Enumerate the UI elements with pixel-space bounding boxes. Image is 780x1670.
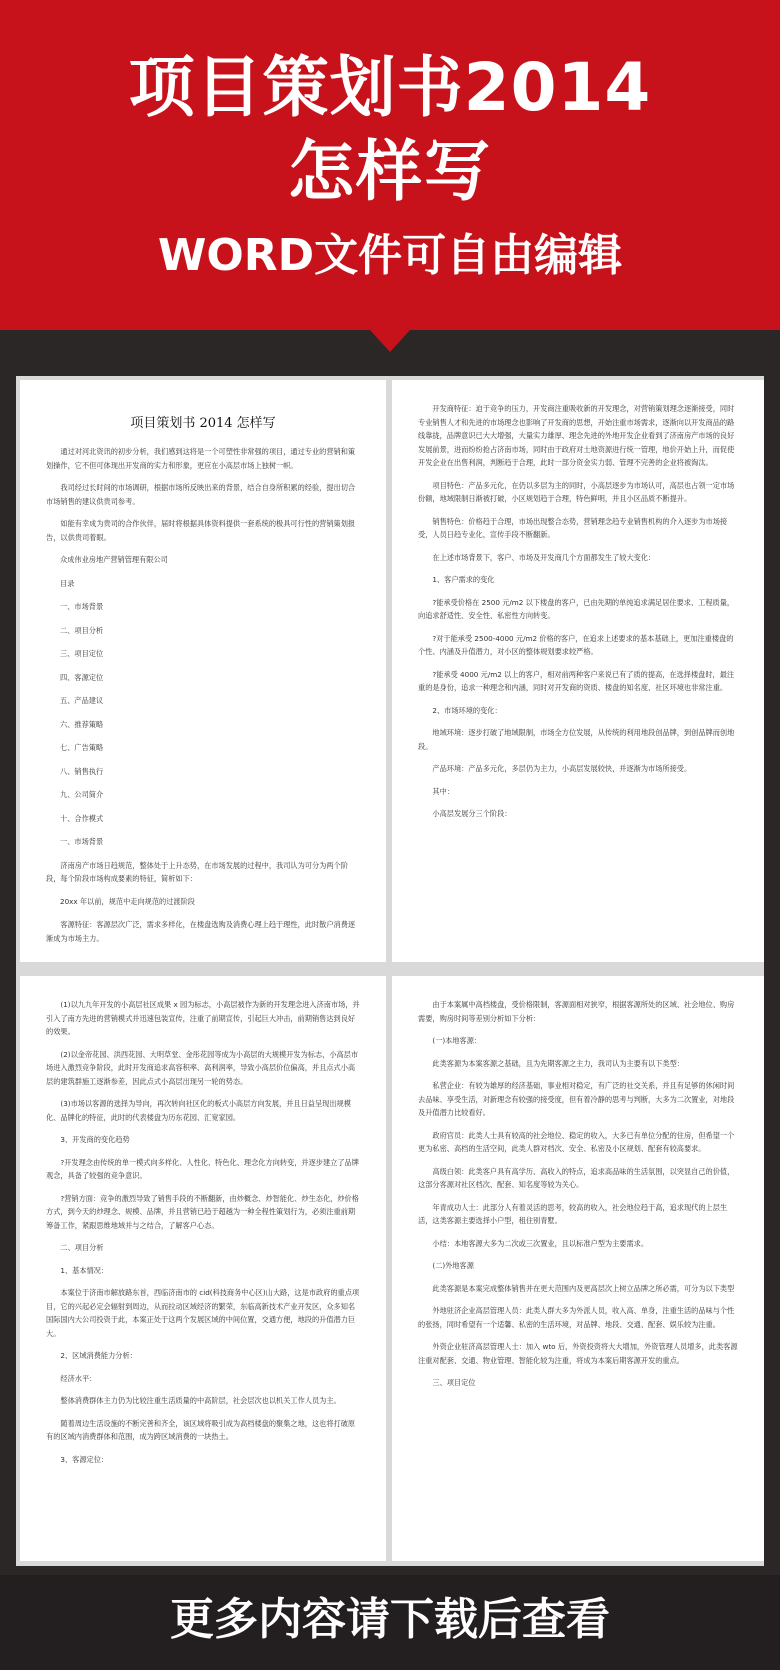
banner-title-line1: 项目策划书2014 [128,49,652,126]
toc-item: 四、客源定位 [60,672,104,682]
paragraph: 如能有幸成为贵司的合作伙伴，届时将根据具体资料提供一套系统的极具可行性的营销策划报告，以供贵司着眼。 [46,519,356,542]
paragraph: 政府官员：此类人士具有较高的社会地位、稳定的收入，大多已有单位分配的住房，但希望一个更为私密、高档的生活空间，此类人群对档次、安全、私密及小区规划、配套有较高要求。 [418,1130,735,1153]
paragraph: 随着周边生活设施的不断完善和齐全，该区域将吸引成为高档楼盘的聚集之地，这也将打破原有的区域内消费群体和范围，成为跨区域消费的一块热土。 [46,1418,356,1441]
paragraph: 我司经过长时间的市场调研，根据市场所反映出来的背景，结合自身所积累的经验，提出切合市场销售的建议供贵司参考。 [46,483,356,506]
section-heading: 一、市场背景 [60,837,104,846]
paragraph: 2、市场环境的变化： [432,705,502,715]
paragraph: 开发商特征：迫于竞争的压力，开发商注重吸收新的开发理念，对营销策划理念逐渐接受，同时专业销售人才和先进的市场理念也影响了开发商的思想，开始注重市场需求，逐渐向以开发商品的路线靠拢，品牌意识已大大增强，大量实力雄厚、理念先进的外地开发企业看到了济南房产市场的良好发展前景，进而纷纷抢占济南市场，同时由于政府对土地资源进行统一管理，地价开始上升，而促使开发企业在出售利润，判断趋于合理，此时一部分资金实力弱、管理不完善的企业将被淘汰。 [418,404,735,467]
paragraph: 小结：本地客源大多为二次或三次置业，且以标准户型为主要需求。 [432,1238,649,1248]
paragraph: ?对于能承受 2500-4000 元/m2 价格的客户，在追求上述要求的基本基础上，更加注重楼盘的个性、内涵及升值潜力，对小区的整体规划要求较严格。 [418,633,734,656]
paragraph: (3)市场以客源的选择为导向，再次转向社区化的板式小高层方向发展，并且日益呈现出规模化、品牌化的特征，此时的代表楼盘为历东花园、汇宽家园。 [46,1099,351,1122]
paragraph: 1、基本情况： [60,1265,109,1275]
paragraph: ?开发理念由传统的单一模式向多样化、人性化、特色化、理念化方向转变，并逐步建立了品牌观念，具备了较强的竞争意识。 [46,1157,359,1180]
toc-item: 三、项目定位 [60,649,104,658]
paragraph: 三、项目定位 [432,1378,476,1387]
paragraph: 通过对河北资讯的初步分析，我们感到这将是一个可塑性非常强的项目，通过专业的营销和策划操作，它不但可体现出开发商的实力和形象，更应在小高层市场上独树一帜。 [46,447,356,470]
paragraph: 客源特征：客源层次广泛，需求多样化，在楼盘选购及消费心理上趋于理性，此时散户消费逐渐成为市场主力。 [46,920,356,943]
toc-item: 八、销售执行 [60,766,104,776]
document-page-1 [20,380,386,962]
paragraph: 小高层发展分三个阶段： [432,809,512,818]
toc-item: 一、市场背景 [60,602,104,611]
toc-item: 七、广告策略 [60,743,104,752]
paragraph: 3、开发商的变化趋势 [60,1135,130,1144]
paragraph: 二、项目分析 [60,1243,104,1252]
paragraph: 经济水平： [60,1373,97,1383]
paragraph: 项目特色：产品多元化，在仍以多层为主的同时，小高层逐步为市场认可，高层也占领一定市场份额，地域限制日渐被打破，小区规划趋于合理，特色鲜明，并且小区品质不断提升。 [418,480,735,503]
paragraph: (1)以九九年开发的小高层社区成果 x 园为标志，小高层被作为新的开发理念进入济南市场，并引入了南方先进的营销模式并迅速包装宣传，注重了前期宣传，引起巨大冲击，前期销售达到良好的效果。 [46,1000,360,1036]
document-page-4 [392,976,764,1561]
paragraph: 私营企业：有较为雄厚的经济基础，事业相对稳定，有广泛的社交关系，并且有足够的休闲时间去品味、享受生活，对新理念有较强的接受度，但有着冷静的思考与判断，大多为二次置业，对地段及升值潜力比较看好。 [418,1081,735,1117]
toc-item: 九、公司简介 [60,790,104,799]
top-banner [0,0,780,330]
paragraph: 由于本案属中高档楼盘，受价格限制，客源面相对狭窄，根据客源所处的区域、社会地位、购房需要，购房时间等差别分析如下分析： [418,1000,735,1023]
paragraph: (二)外地客源 [432,1261,474,1270]
paragraph: 其中： [432,786,454,796]
paragraph: 济南房产市场日趋规范，整体处于上升态势，在市场发展的过程中，我司认为可分为两个阶段，每个阶段市场构成要素的特征，简析如下： [46,860,348,883]
footer-download-text: 更多内容请下载后查看 [170,1594,610,1645]
paragraph: 在上述市场背景下，客户、市场及开发商几个方面都发生了较大变化： [432,552,656,562]
paragraph: ?能承受价格在 2500 元/m2 以下楼盘的客户，已由先期的单纯追求满足居住要求、工程质量，向追求舒适性、安全性、私密性方向转变。 [418,597,735,620]
paragraph: 本案位于济南市解放路东首，西临济南市的 cid(科技商务中心区)山大路，这是市政府的重点项目，它的兴起必定会辐射到周边，从而拉动区域经济的繁荣，东临高新技术产业开发区，众多知名国际国内大公司投资于此，本案正处于这两个发展区域的中间位置，交通方便，地段的升值潜力巨大。 [46,1288,360,1338]
paragraph: 产品环境：产品多元化，多层仍为主力，小高层发展较快，并逐渐为市场所接受。 [432,764,692,773]
paragraph: 外资企业驻济高层管理人士：加入 wto 后，外资投资将大大增加，外资管理人员增多，此类客源注重对配套、交通、物业管理、智能化较为注重，将成为本案后期客源开发的重点。 [418,1342,738,1365]
toc-item: 十、合作模式 [60,813,104,823]
paragraph: 高级白领：此类客户具有高学历、高收入的特点，追求高品味的生活氛围，以突显自己的价值，这部分客源对社区档次、配套、知名度等较为关心。 [418,1166,735,1189]
document-page-3 [20,976,386,1561]
paragraph: 销售特色：价格趋于合理，市场出现整合态势，营销理念趋专业销售机构的介入逐步为市场接受，人员日趋专业化，宣传手段不断翻新。 [418,516,728,539]
paragraph: 1、客户需求的变化 [432,575,495,584]
toc-item: 五、产品建议 [60,696,104,705]
toc-item: 六、推荐策略 [60,719,104,729]
paragraph: 2、区域消费能力分析： [60,1351,137,1360]
paragraph: (2)以金帝花园、洪西花园、大明草堂、金彤花园等成为小高层的大规模开发为标志，小高层市场进入激烈竞争阶段，此时开发商追求高容积率、高利润率，导致小高层价位偏高，并且点式小高层的建筑群施工逐渐参差，因此点式小高层出现另一轮的势态。 [46,1049,359,1086]
toc-item: 二、项目分析 [60,625,104,635]
company-name: 众成伟业房地产营销管理有限公司 [60,555,168,564]
paragraph: 年青成功人士：此部分人有着灵活的思考，较高的收入，社会地位趋于高，追求现代的上层生活，这类客源主要选择小户型，租住别青墅。 [418,1202,728,1225]
paragraph: 20xx 年以前，规范中走向规范的过渡阶段 [60,896,195,906]
paragraph: ?能承受 4000 元/m2 以上的客户，相对前两种客户来说已有了质的提高，在选择楼盘时，最注重的是身份，追求一种理念和内涵，同时对开发商的资质、楼盘的知名度、社区环境也非常注重。 [418,669,735,692]
paragraph: 地域环境：逐步打破了地域限制，市场全方位发展，从传统的利用地段创品牌，到创品牌而创地段。 [418,728,735,751]
banner-arrow-icon [370,330,410,352]
banner-subtitle: WORD文件可自由编辑 [157,230,623,281]
paragraph: 整体消费群体主力仍为比较注重生活质量的中高阶层，社会层次也以机关工作人员为主。 [60,1396,341,1405]
paragraph: 此类客源是本案完成整体销售并在更大范围内及更高层次上树立品牌之所必需，可分为以下类型 [432,1283,735,1293]
paragraph: (一)本地客源： [432,1036,482,1045]
paragraph: ?营销方面：竞争的激烈导致了销售手段的不断翻新，由炒概念、炒智能化、炒生态化，炒价格方式，到今天的炒理念、规模、品牌，并且营销已趋于超越为一种全程性策划行为，必须注重前期筹备工作，紧跟思维地域并与之结合，了解客户心态。 [46,1193,359,1230]
paragraph: 3、客源定位： [60,1454,109,1464]
document-page-2 [392,380,764,962]
paragraph: 此类客源为本案客源之基础，且为先期客源之主力，我司认为主要有以下类型： [432,1058,684,1068]
document-title: 项目策划书 2014 怎样写 [130,416,276,431]
banner-title-line2: 怎样写 [288,133,492,210]
toc-heading: 目录 [60,578,75,588]
paragraph: 外地驻济企业高层管理人员：此类人群大多为外派人员，收入高、单身，注重生活的品味与个性的张扬，同时希望有一个适馨、私密的生活环境，对品牌、地段、交通、配套、娱乐较为注重。 [418,1306,735,1329]
